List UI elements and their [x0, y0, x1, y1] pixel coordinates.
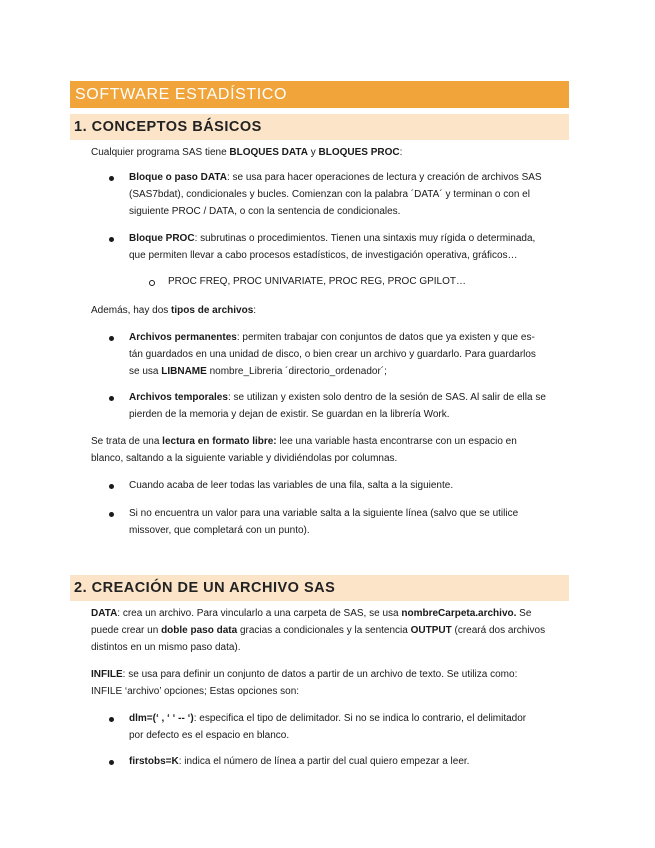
list-item-archivos-temporales: Archivos temporales: se utilizan y existen solo dentro de la sesión de SAS. Al salir de ella se pierden de la memoria y dejan de existir. Se guardan en la librería Work.: [129, 392, 546, 420]
bullet-icon: [109, 176, 114, 181]
infile-paragraph: INFILE: se usa para definir un conjunto de datos a partir de un archivo de texto. Se utiliza como: INFILE ‘archivo’ opciones; Estas opciones son:: [91, 669, 518, 697]
document-title: SOFTWARE ESTADÍSTICO: [75, 85, 288, 103]
section-2-heading: 2. CREACIÓN DE UN ARCHIVO SAS: [74, 580, 336, 596]
bullet-icon: [109, 512, 114, 517]
list-item-proc-examples: PROC FREQ, PROC UNIVARIATE, PROC REG, PROC GPILOT…: [168, 276, 466, 287]
bullet-icon: [109, 396, 114, 401]
bullet-icon: [109, 717, 114, 722]
list-item-bloque-data: Bloque o paso DATA: se usa para hacer operaciones de lectura y creación de archivos SAS (SAS7bdat), condicionales y bucles. Comienzan con la palabra ´DATA´ y terminan o con el siguiente PROC / DATA, o con la sentencia de condicionales.: [129, 172, 542, 217]
lectura-paragraph: Se trata de una lectura en formato libre: lee una variable hasta encontrarse con un espacio en blanco, saltando a la siguiente variable y dividiéndolas por columnas.: [91, 436, 517, 464]
sub-bullet-icon: [149, 280, 155, 286]
tipos-paragraph: Además, hay dos tipos de archivos:: [91, 305, 257, 316]
section-1-heading-bar: [70, 114, 569, 140]
section-2-heading-bar: [70, 575, 569, 601]
list-item-fin-fila: Cuando acaba de leer todas las variables de una fila, salta a la siguiente.: [129, 480, 454, 491]
data-paragraph: DATA: crea un archivo. Para vincularlo a una carpeta de SAS, se usa nombreCarpeta.archivo. Se puede crear un doble paso data gracias a condicionales y la sentencia OUTPUT (creará dos archivos distintos en un mismo paso data).: [91, 608, 546, 653]
bullet-icon: [109, 336, 114, 341]
intro-paragraph: Cualquier programa SAS tiene BLOQUES DATA y BLOQUES PROC:: [91, 147, 403, 158]
list-item-archivos-permanentes: Archivos permanentes: permiten trabajar con conjuntos de datos que ya existen y que es- tán guardados en una unidad de disco, o bien crear un archivo y guardarlo. Para guardarlos se usa LIBNAME nombre_Libreria ´directorio_ordenador´;: [129, 332, 536, 377]
list-item-dlm: dlm=(‘ , ‘ ‘ -- ‘): especifica el tipo de delimitador. Si no se indica lo contrario, el delimitador por defecto es el espacio en blanco.: [129, 713, 527, 741]
list-item-firstobs: firstobs=K: indica el número de línea a partir del cual quiero empezar a leer.: [129, 756, 470, 767]
list-item-bloque-proc: Bloque PROC: subrutinas o procedimientos. Tienen una sintaxis muy rígida o determinada, que permiten llevar a cabo procesos estadísticos, de investigación operativa, gráficos…: [129, 233, 536, 261]
bullet-icon: [109, 484, 114, 489]
list-item-valor-ausente: Si no encuentra un valor para una variable salta a la siguiente línea (salvo que se utilice missover, que completará con un punto).: [129, 508, 519, 536]
bullet-icon: [109, 760, 114, 765]
bullet-icon: [109, 237, 114, 242]
section-1-heading: 1. CONCEPTOS BÁSICOS: [74, 119, 262, 135]
document-title-banner: [70, 81, 569, 108]
